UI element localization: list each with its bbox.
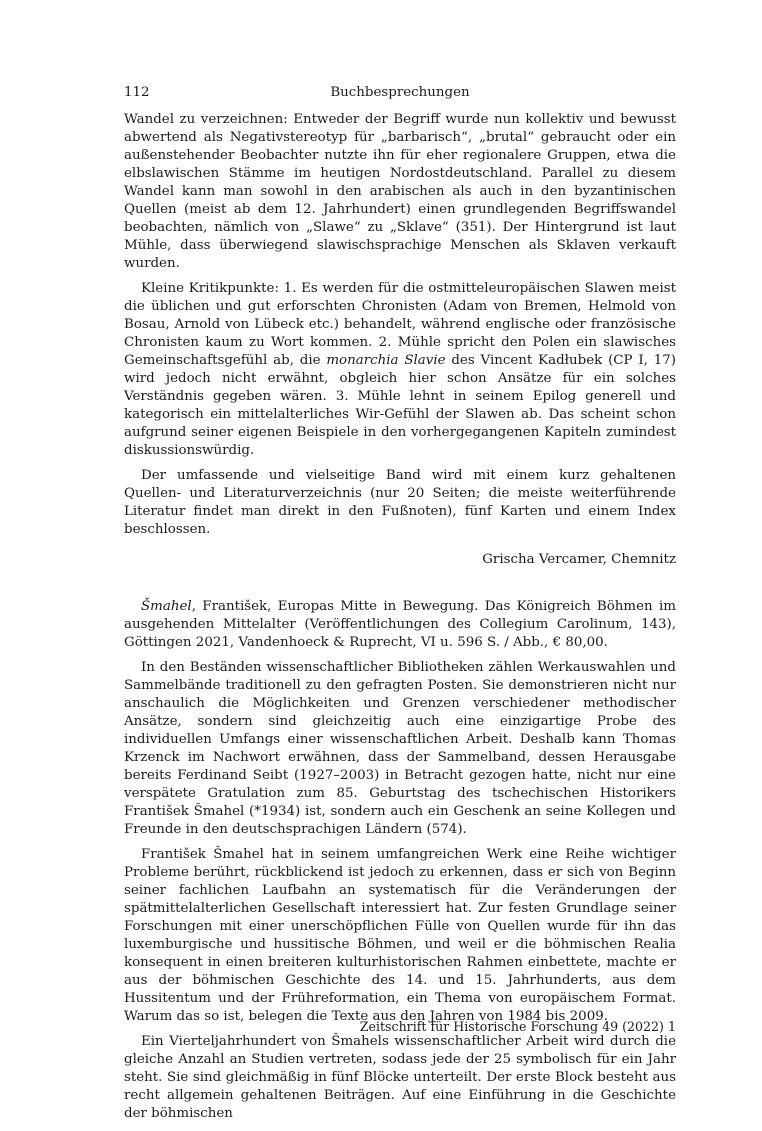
review1-paragraph-2-text-b: des Vincent Kadłubek (CP I, 17) wird jedoch nicht erwähnt, obgleich hier schon Ansätze für ein solches Verständnis gegeben wären. 3. Mühle lehnt in seinem Epilog generell und kategorisch ein mittelalterliches Wir-Gefühl der Slawen ab. Das scheint schon aufgrund seiner eigenen Beispiele in den vorhergegangenen Kapiteln zumindest diskussionswürdig. bbox=[124, 353, 676, 458]
review2-bibliographic-entry bbox=[124, 598, 676, 652]
page-number: 112 bbox=[124, 85, 150, 100]
review1-paragraph-2-italic: monarchia Slavie bbox=[326, 353, 446, 368]
page-footer: Zeitschrift für Historische Forschung 49 (2022) 1 bbox=[359, 1019, 676, 1034]
running-head: Buchbesprechungen bbox=[330, 85, 470, 100]
review1-paragraph-1: Wandel zu verzeichnen: Entweder der Begriff wurde nun kollektiv und bewusst abwertend als Negativstereotyp für „barbarisch“, „brutal“ gebraucht oder ein außenstehender Beobachter nutzte ihn für eher regionalere Gruppen, etwa die elbslawischen Stämme im heutigen Nordostdeutschland. Parallel zu diesem Wandel kann man sowohl in den arabischen als auch in den byzantinischen Quellen (meist ab dem 12. Jahrhundert) einen grundlegenden Begriffswandel beobachten, nämlich von „Slawe“ zu „Sklave“ (351). Der Hintergrund ist laut Mühle, dass überwiegend slawischsprachige Menschen als Sklaven verkauft wurden. bbox=[124, 112, 676, 271]
review2-author: Šmahel bbox=[141, 599, 192, 614]
review1-paragraph-2-text-a: Kleine Kritikpunkte: 1. Es werden für die ostmitteleuropäischen Slawen meist die üblichen und gut erforschten Chronisten (Adam von Bremen, Helmold von Bosau, Arnold von Lübeck etc.) behandelt, während englische oder französische Chronisten kaum zu Wort kommen. 2. Mühle spricht den Polen ein slawisches Gemeinschaftsgefühl ab, die bbox=[124, 281, 676, 368]
reviewer-signature: Grischa Vercamer, Chemnitz bbox=[482, 552, 676, 567]
page-content bbox=[124, 111, 676, 1123]
review2-citation: , František, Europas Mitte in Bewegung. Das Königreich Böhmen im ausgehenden Mittelalter (Veröffentlichungen des Collegium Carolinum, 143), Göttingen 2021, Vandenhoeck & Ruprecht, VI u. 596 S. / Abb., € 80,00. bbox=[124, 599, 676, 650]
review1-paragraph-2 bbox=[124, 280, 676, 460]
page-header bbox=[124, 84, 676, 104]
review1-paragraph-3: Der umfassende und vielseitige Band wird mit einem kurz gehaltenen Quellen- und Literaturverzeichnis (nur 20 Seiten; die meiste weiterführende Literatur findet man direkt in den Fußnoten), fünf Karten und einem Index beschlossen. bbox=[124, 468, 676, 537]
review2-paragraph-1: In den Beständen wissenschaftlicher Bibliotheken zählen Werkauswahlen und Sammelbände traditionell zu den gefragten Posten. Sie demonstrieren nicht nur anschaulich die Möglichkeiten und Grenzen verschiedener methodischer Ansätze, sondern sind gleichzeitig auch eine einzigartige Probe des individuellen Umfangs einer wissenschaftlichen Arbeit. Deshalb kann Thomas Krzenck im Nachwort erwähnen, dass der Sammelband, dessen Herausgabe bereits Ferdinand Seibt (1927–2003) in Betracht gezogen hatte, nicht nur eine verspätete Gratulation zum 85. Geburtstag des tschechischen Historikers František Šmahel (*1934) ist, sondern auch ein Geschenk an seine Kollegen und Freunde in den deutschsprachigen Ländern (574). bbox=[124, 660, 676, 837]
review2-paragraph-2: František Šmahel hat in seinem umfangreichen Werk eine Reihe wichtiger Probleme berührt, rückblickend ist jedoch zu erkennen, dass er sich von Beginn seiner fachlichen Laufbahn an systematisch für die Veränderungen der spätmittelalterlichen Gesellschaft interessiert hat. Zur festen Grundlage seiner Forschungen mit einer unerschöpflichen Fülle von Quellen wurde für ihn das luxemburgische und hussitische Böhmen, und weil er die böhmischen Realia konsequent in einen breiteren kulturhistorischen Rahmen einbettete, machte er aus der böhmischen Geschichte des 14. und 15. Jahrhunderts, aus dem Hussitentum und der Frühreformation, ein Thema von europäischem Format. Warum das so ist, belegen die Texte aus den Jahren von 1984 bis 2009. bbox=[124, 847, 676, 1024]
review2-paragraph-3: Ein Vierteljahrhundert von Šmahels wissenschaftlicher Arbeit wird durch die gleiche Anzahl an Studien vertreten, sodass jede der 25 symbolisch für ein Jahr steht. Sie sind gleichmäßig in fünf Blöcke unterteilt. Der erste Block besteht aus recht allgemein gehaltenen Beiträgen. Auf eine Einführung in die Geschichte der böhmischen bbox=[124, 1034, 676, 1121]
